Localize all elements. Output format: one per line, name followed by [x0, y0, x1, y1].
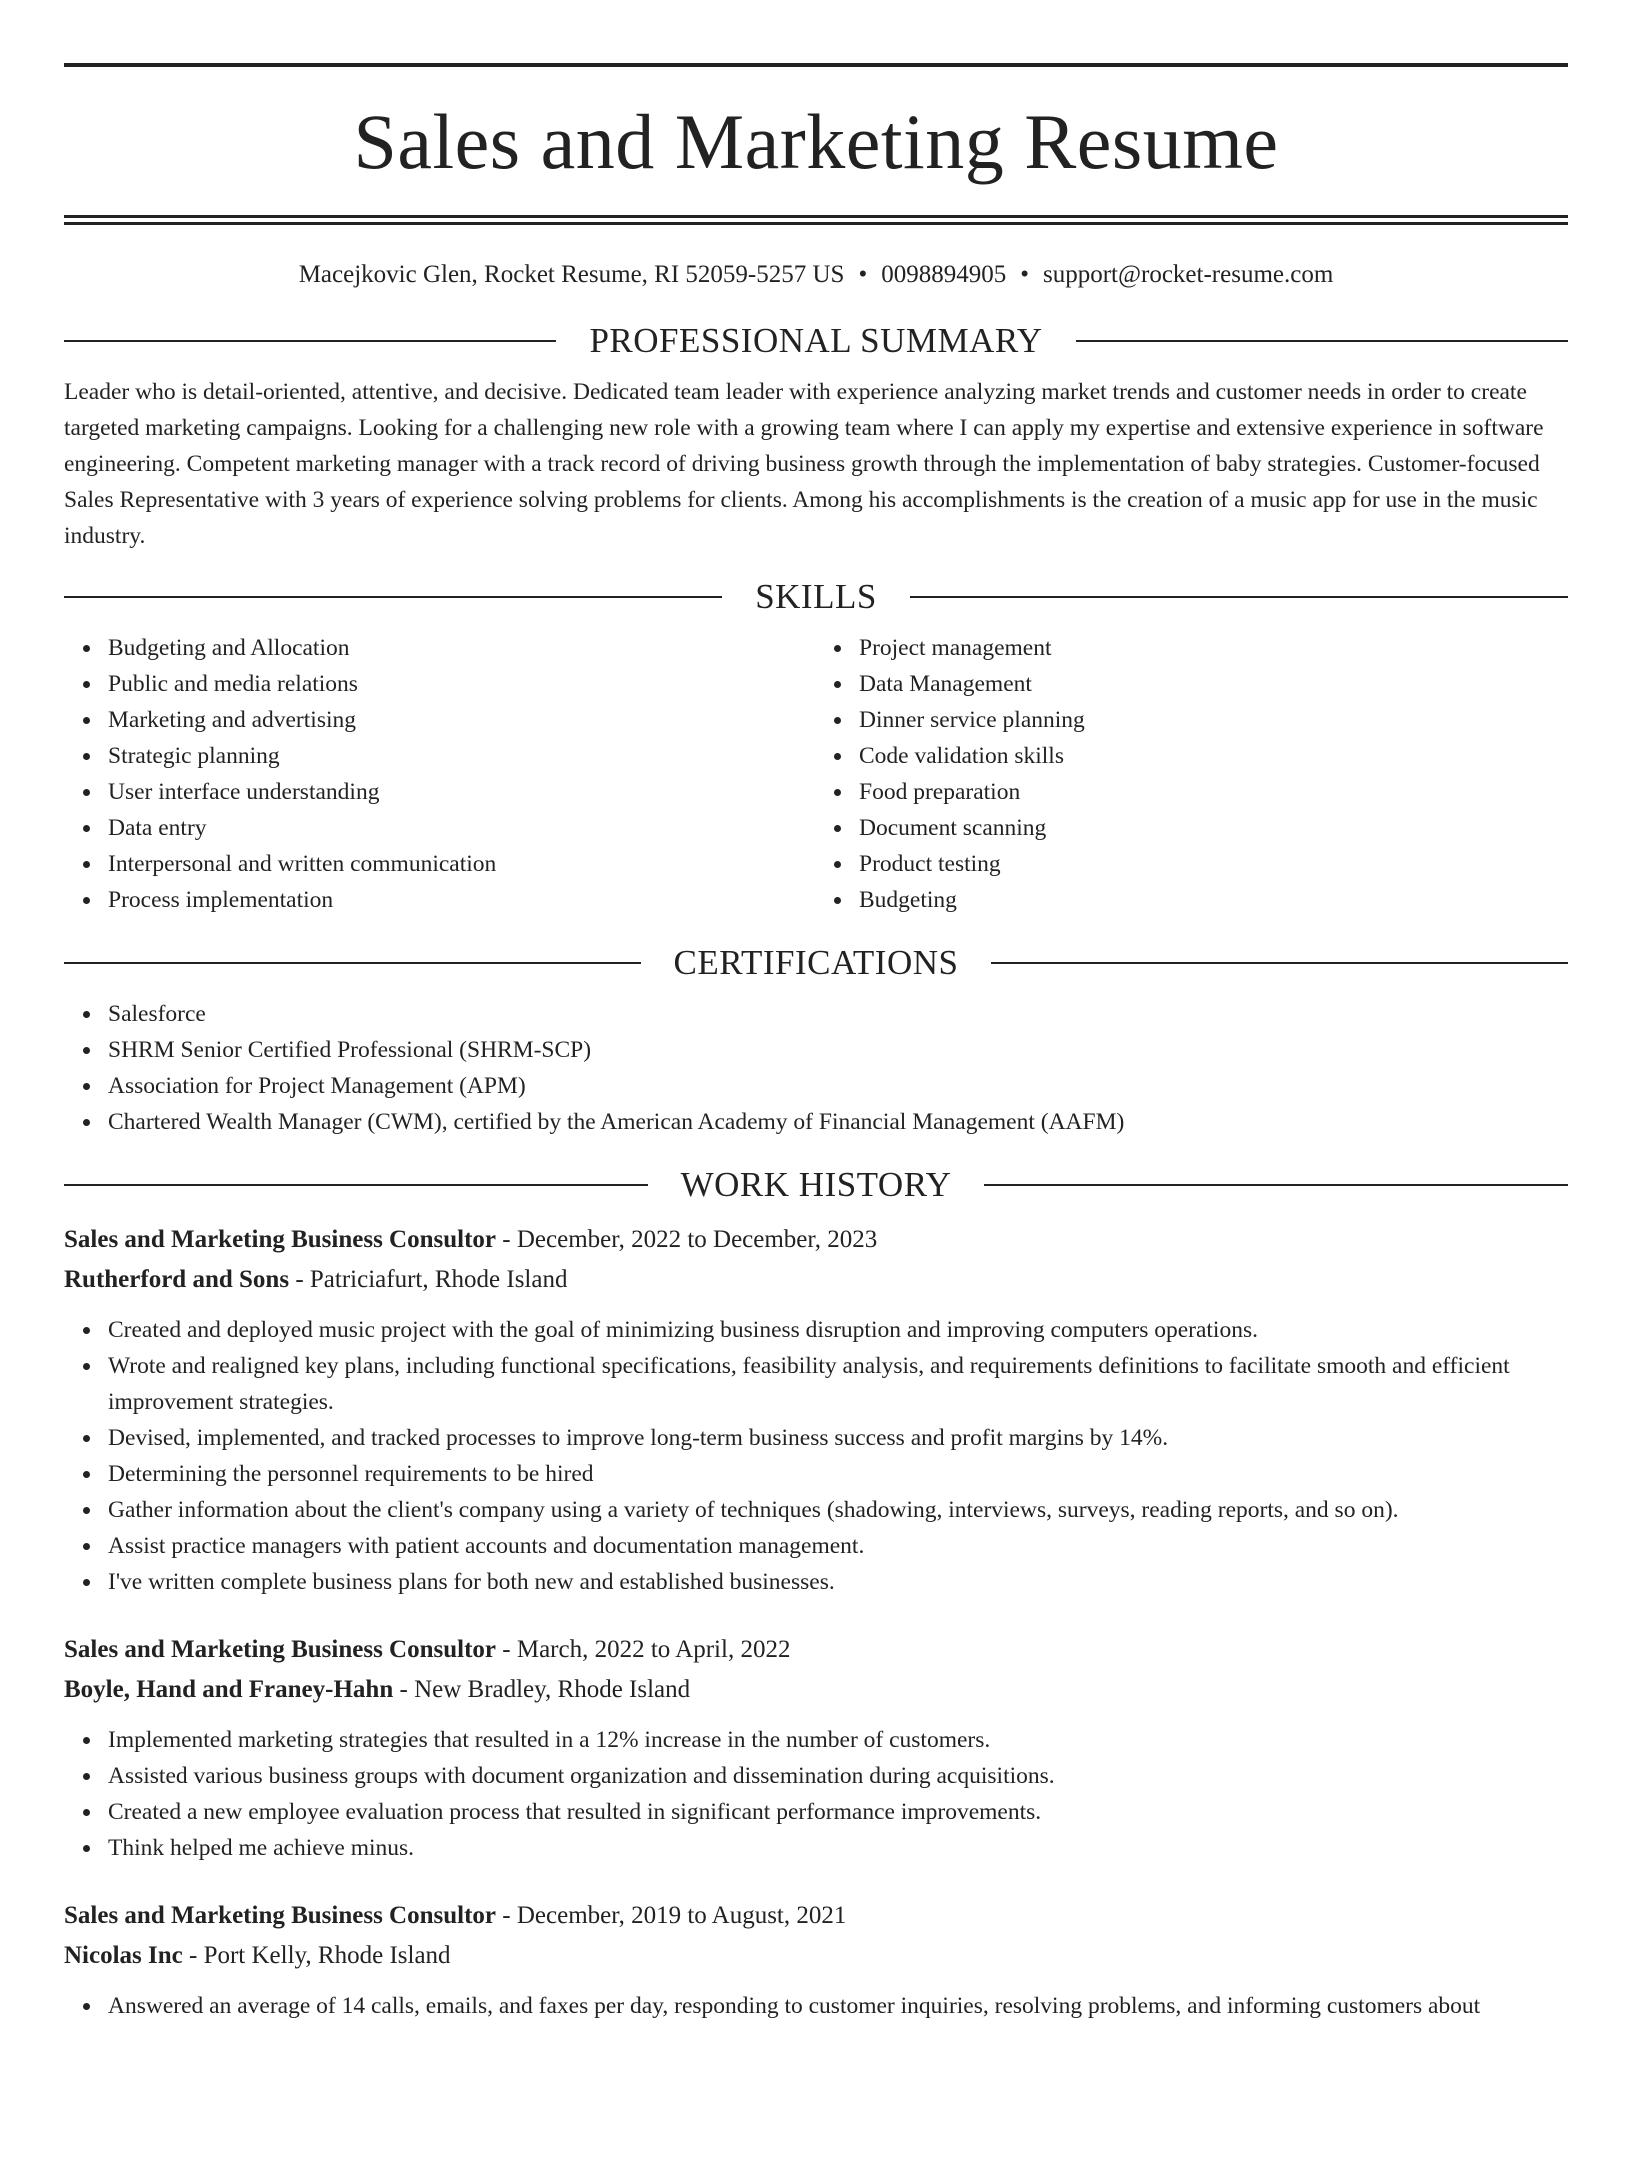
job-location: Patriciafurt, Rhode Island [309, 1266, 568, 1293]
heading-rule [64, 962, 641, 964]
skill-item: Marketing and advertising [108, 702, 817, 738]
job-title-line [64, 1630, 1568, 1670]
job-dash: - [496, 1902, 517, 1929]
contact-email: support@rocket-resume.com [1042, 261, 1334, 288]
certification-item: Association for Project Management (APM) [108, 1068, 1568, 1104]
skill-item: Food preparation [859, 774, 1568, 810]
heading-rule [991, 962, 1568, 964]
job-bullets [64, 1988, 1568, 2024]
job-bullet: Devised, implemented, and tracked processes to improve long-term business success and profit margins by 14%. [108, 1420, 1568, 1456]
heading-rule [64, 1184, 648, 1186]
job-bullet: Implemented marketing strategies that resulted in a 12% increase in the number of customers. [108, 1722, 1568, 1758]
contact-phone: 0098894905 [881, 261, 1007, 288]
skill-item: Product testing [859, 846, 1568, 882]
job-title-line [64, 1896, 1568, 1936]
heading-rule [1076, 340, 1568, 342]
job-role: Sales and Marketing Business Consultor [64, 1636, 497, 1663]
contact-separator: • [858, 261, 868, 288]
job-company-line [64, 1670, 1568, 1710]
job-bullet: I've written complete business plans for both new and established businesses. [108, 1564, 1568, 1600]
skill-item: Data Management [859, 666, 1568, 702]
job-bullet: Think helped me achieve minus. [108, 1830, 1568, 1866]
section-title: WORK HISTORY [680, 1165, 952, 1204]
job-location: New Bradley, Rhode Island [414, 1676, 691, 1703]
certifications-list [64, 996, 1568, 1140]
heading-rule [910, 596, 1568, 598]
job-location: Port Kelly, Rhode Island [203, 1942, 451, 1969]
skills-list-right [817, 630, 1568, 918]
certification-item: SHRM Senior Certified Professional (SHRM-SCP) [108, 1032, 1568, 1068]
skill-item: Dinner service planning [859, 702, 1568, 738]
job-dash: - [393, 1676, 415, 1703]
job-bullet: Answered an average of 14 calls, emails, and faxes per day, responding to customer inquiries, resolving problems, and informing customers about [108, 1988, 1568, 2024]
job-company-line [64, 1260, 1568, 1300]
skill-item: Document scanning [859, 810, 1568, 846]
job-dash: - [182, 1942, 204, 1969]
job-dash: - [496, 1636, 517, 1663]
heading-rule [64, 340, 556, 342]
section-heading-work [64, 1164, 1568, 1206]
work-history [64, 1220, 1568, 2024]
job-dates: March, 2022 to April, 2022 [516, 1636, 791, 1663]
job-company: Rutherford and Sons [64, 1266, 290, 1293]
job-role: Sales and Marketing Business Consultor [64, 1902, 497, 1929]
heading-rule [64, 596, 722, 598]
skill-item: Strategic planning [108, 738, 817, 774]
section-heading-certifications [64, 942, 1568, 984]
job-bullet: Determining the personnel requirements to be hired [108, 1456, 1568, 1492]
job-entry [64, 1630, 1568, 1866]
skill-item: Process implementation [108, 882, 817, 918]
job-entry [64, 1896, 1568, 2024]
skill-item: Project management [859, 630, 1568, 666]
skill-item: Interpersonal and written communication [108, 846, 817, 882]
skill-item: Data entry [108, 810, 817, 846]
resume-page [0, 63, 1632, 2175]
heading-rule [984, 1184, 1568, 1186]
job-bullet: Created and deployed music project with the goal of minimizing business disruption and improving computers operations. [108, 1312, 1568, 1348]
skills-list-left [64, 630, 817, 918]
job-dates: December, 2019 to August, 2021 [516, 1902, 847, 1929]
section-heading-skills [64, 576, 1568, 618]
job-company-line [64, 1936, 1568, 1976]
contact-line [64, 260, 1568, 290]
job-company: Nicolas Inc [64, 1942, 183, 1969]
skill-item: Public and media relations [108, 666, 817, 702]
job-dash: - [289, 1266, 310, 1293]
section-title: PROFESSIONAL SUMMARY [589, 321, 1043, 360]
skill-item: Budgeting and Allocation [108, 630, 817, 666]
job-bullet: Created a new employee evaluation process that resulted in significant performance improvements. [108, 1794, 1568, 1830]
job-bullet: Assist practice managers with patient accounts and documentation management. [108, 1528, 1568, 1564]
section-heading-summary [64, 320, 1568, 362]
section-title: SKILLS [755, 577, 877, 616]
contact-separator: • [1020, 261, 1029, 288]
contact-address: Macejkovic Glen, Rocket Resume, RI 52059-5257 US [298, 261, 845, 288]
job-dates: December, 2022 to December, 2023 [516, 1226, 878, 1253]
summary-paragraph: Leader who is detail-oriented, attentive, and decisive. Dedicated team leader with experience analyzing market trends and customer needs in order to create targeted marketing campaigns. Looking for a challenging new role with a growing team where I can apply my expertise and extensive experience in software engineering. Competent marketing manager with a track record of driving business growth through the implementation of baby strategies. Customer-focused Sales Representative with 3 years of experience solving problems for clients. Among his accomplishments is the creation of a music app for use in the music industry. [64, 379, 1544, 549]
skill-item: User interface understanding [108, 774, 817, 810]
top-rule [64, 63, 1568, 67]
job-role: Sales and Marketing Business Consultor [64, 1226, 497, 1253]
skill-item: Budgeting [859, 882, 1568, 918]
job-company: Boyle, Hand and Franey-Hahn [64, 1676, 394, 1703]
title-double-rule [64, 215, 1568, 218]
job-title-line [64, 1220, 1568, 1260]
job-bullet: Assisted various business groups with document organization and dissemination during acquisitions. [108, 1758, 1568, 1794]
job-bullets [64, 1722, 1568, 1866]
skill-item: Code validation skills [859, 738, 1568, 774]
job-dash: - [496, 1226, 517, 1253]
certification-item: Salesforce [108, 996, 1568, 1032]
certification-item: Chartered Wealth Manager (CWM), certified by the American Academy of Financial Management (AAFM) [108, 1104, 1568, 1140]
job-bullet: Gather information about the client's company using a variety of techniques (shadowing, interviews, surveys, reading reports, and so on). [108, 1492, 1568, 1528]
section-title: CERTIFICATIONS [673, 943, 959, 982]
job-entry [64, 1220, 1568, 1600]
resume-title: Sales and Marketing Resume [353, 98, 1279, 185]
skills-columns [64, 630, 1568, 918]
job-bullets [64, 1312, 1568, 1600]
job-bullet: Wrote and realigned key plans, including functional specifications, feasibility analysis, and requirements definitions to facilitate smooth and efficient improvement strategies. [108, 1348, 1568, 1420]
